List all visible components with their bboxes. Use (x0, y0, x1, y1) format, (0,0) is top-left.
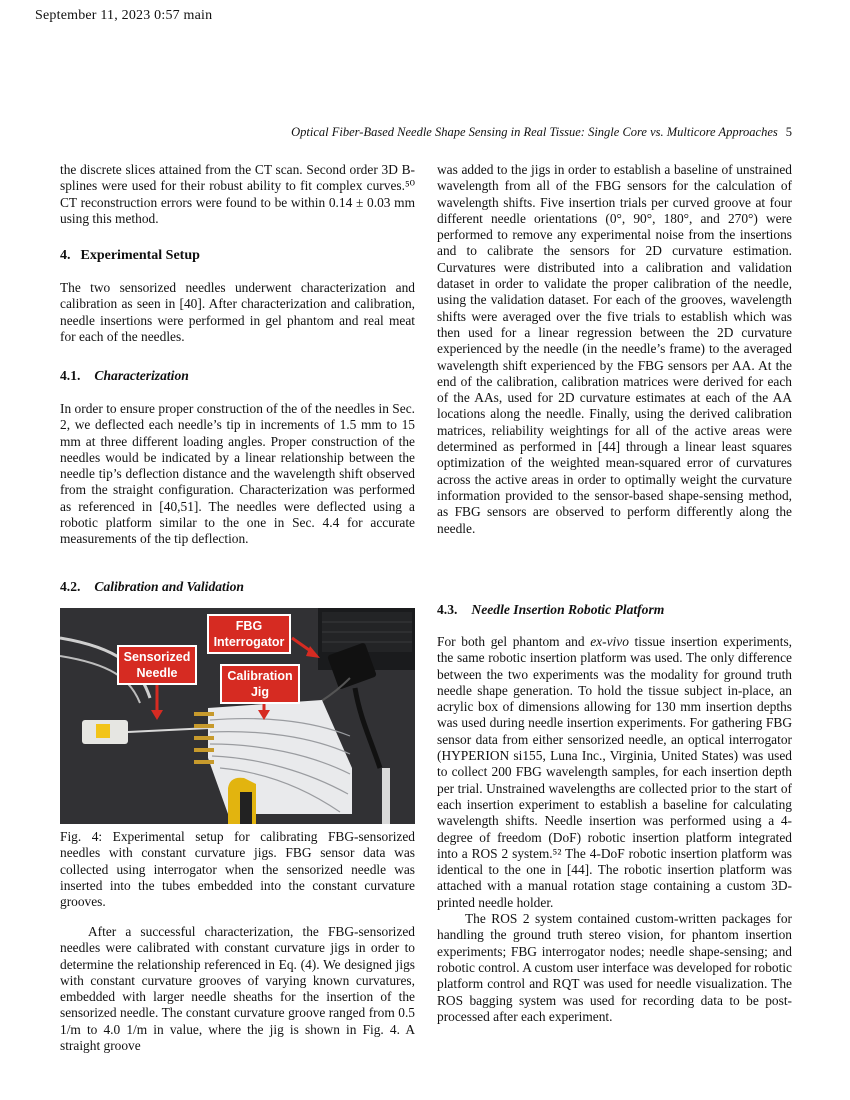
subsection-heading-characterization: 4.1. Characterization (60, 368, 189, 383)
paragraph-setup-overview: The two sensorized needles underwent characterization and calibration as seen in [40]. After characterization and calibration, needle insertions were performed in gel phantom and real meat for each of the needles. (60, 280, 415, 344)
label-sensorized-needle: Sensorized Needle (117, 645, 197, 685)
page-number: 5 (785, 125, 792, 139)
right-column-top (437, 162, 792, 537)
label-calibration-jig: Calibration Jig (220, 664, 300, 704)
paragraph-calibration: After a successful characterization, the FBG-sensorized needles were calibrated with constant curvature jigs in order to determine the relationship referenced in Eq. (4). We designed jigs with constant curvature grooves of varying known curvatures, embedded with larger needle sheaths for the insertion of the sensorized needle. The constant curvature groove ranged from 0.5 1/m to 4.0 1/m in value, where the jig is shown in Fig. 4. A straight groove (60, 924, 415, 1054)
section-42-body (60, 924, 415, 1054)
journal-title: Optical Fiber-Based Needle Shape Sensing in Real Tissue: Single Core vs. Multicore Approaches (291, 125, 778, 139)
running-header-date: September 11, 2023 0:57 main (35, 8, 213, 23)
subsection-heading-calibration: 4.2. Calibration and Validation (60, 579, 244, 594)
section-41-body (60, 401, 415, 548)
paragraph-characterization: In order to ensure proper construction of the of the needles in Sec. 2, we deflected each needle’s tip in increments of 1.5 mm to 15 mm at three different loading angles. Proper construction of the needles would be indicated by a linear relationship between the needle tip’s deflection distance and the wavelength shift observed from the straight configuration. Characterization was performed as referenced in [40,51]. The needles were deflected using a robotic platform similar to the one in Sec. 4.4 for accurate measurements of the tip deflection. (60, 401, 415, 547)
figure-4-photo (60, 608, 415, 824)
paragraph-robotic-platform: For both gel phantom and ex-vivo tissue insertion experiments, the same robotic insertion platform was used. The only difference between the two experiments was the modality for ground truth needle shape generation. To hold the tissue subject in-place, an acrylic box of dimensions allowing for 130 mm insertion depths was used during needle insertion experiments. For gathering FBG sensor data from either sensorized needle, an optical interrogator (HYPERION si155, Luna Inc., Virginia, United States) was used to collect 200 FBG wavelength samples, for each insertion depth per trial. Unstrained wavelengths are collected prior to the start of each insertion experiment to establish a baseline for calculating wavelength shifts. Needle insertion was performed using a 4-degree of freedom (DoF) robotic insertion platform integrated into a ROS 2 system.⁵² The 4-DoF robotic insertion platform was identical to the one in [44]. The robotic insertion platform was attached with a manual rotation stage containing a custom 3D-printed needle holder. (437, 634, 793, 910)
running-header-title (291, 125, 792, 140)
label-fbg-interrogator: FBG Interrogator (207, 614, 291, 654)
paragraph-calibration-continued: was added to the jigs in order to establish a baseline of unstrained wavelength from all of the FBG sensors for the calculation of wavelength shifts. Five insertion trials per curved groove at four different needle orientations (0°, 90°, 180°, and 270°) were performed to remove any experimental noise from the insertions and to calibrate the sensors for 2D curvature estimation. Curvatures were distributed into a calibration and validation dataset in order to validate the proper calibration of the needle, using the validation dataset. For each of the grooves, wavelength shifts were averaged over the five trials to establish which was then used for a linear regression between the 2D curvature experienced by the needle (in the needle’s frame) to the averaged wavelength shift experienced by the FBG sensors per AA. At the end of the calibration, calibration matrices were derived for each of the AAs, used for 2D curvature estimates at each of the AA locations along the needle. Finally, using the derived calibration matrices, reliability weightings for all of the active areas were determined as performed in [44] through a linear least squares optimization of the weighted mean-squared error of curvatures across the active areas in order to optimally weight the curvature information provided to the sensor-based shape-sensing method, as FBG sensors are observed to perform differently along the needle. (437, 162, 792, 536)
paragraph-ct-reconstruction: the discrete slices attained from the CT scan. Second order 3D B-splines were used for their robust ability to fit complex curves.⁵⁰ CT reconstruction errors were found to be within 0.14 ± 0.03 mm using this method. (60, 162, 415, 226)
section-heading-experimental-setup: 4. Experimental Setup (60, 248, 200, 263)
section-4-body (60, 280, 415, 345)
section-43-body (437, 634, 792, 1025)
subsection-heading-robotic-platform: 4.3. Needle Insertion Robotic Platform (437, 602, 665, 617)
left-column-top (60, 162, 415, 227)
figure-4-caption: Fig. 4: Experimental setup for calibrating FBG-sensorized needles with constant curvature jigs. FBG sensor data was collected using interrogator when the sensorized needle was inserted into the tubes embedded into the constant curvature grooves. (60, 829, 415, 910)
paragraph-ros2-system: The ROS 2 system contained custom-written packages for handling the ground truth stereo vision, for phantom insertion experiments; FBG interrogator nodes; needle shape-sensing; and robotic control. A custom user interface was developed for robotic platform control and RQT was used for needle visualization. The ROS bagging system was used for recording data to be post-processed after each experiment. (437, 911, 792, 1024)
